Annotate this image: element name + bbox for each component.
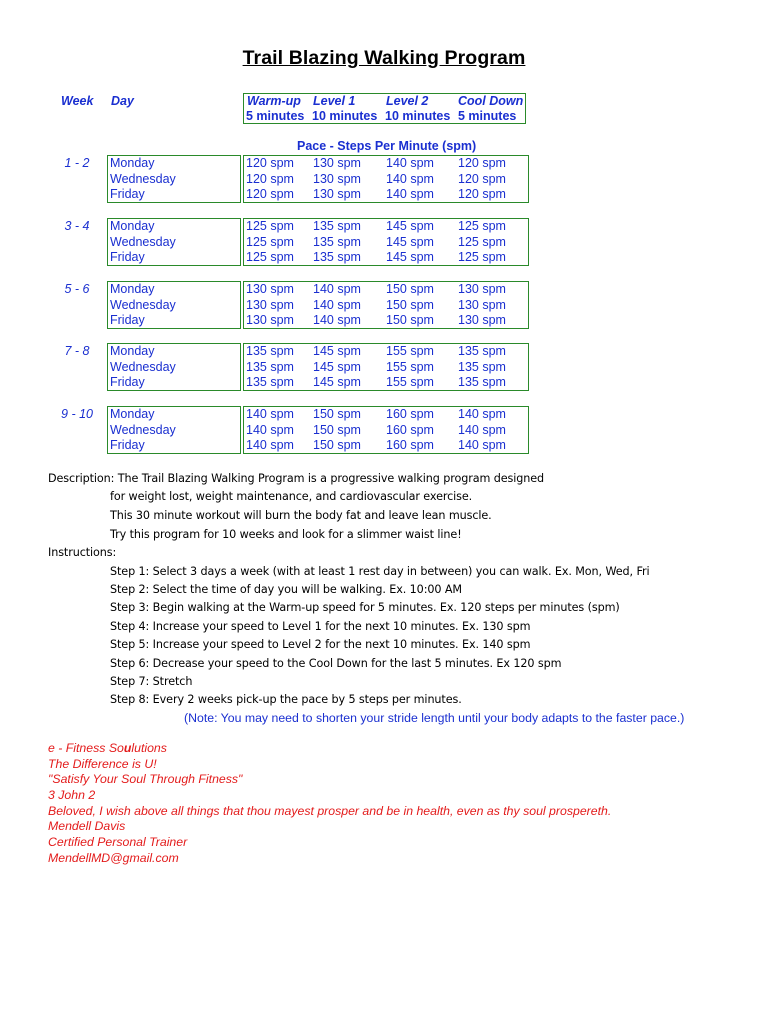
day-cell: Monday bbox=[110, 156, 155, 170]
pace-cell: 145 spm bbox=[386, 234, 434, 249]
pace-cell: 120 spm bbox=[246, 187, 294, 202]
pace-cell: 145 spm bbox=[313, 359, 361, 374]
pace-cell: 125 spm bbox=[246, 250, 294, 265]
pace-cell: 155 spm bbox=[386, 344, 434, 358]
pace-cell: 135 spm bbox=[313, 250, 361, 265]
pace-cell: 120 spm bbox=[458, 187, 506, 202]
pace-cell: 140 spm bbox=[246, 422, 294, 437]
pace-cell: 140 spm bbox=[458, 422, 506, 437]
description-line: This 30 minute workout will burn the body fat and leave lean muscle. bbox=[110, 509, 492, 522]
brand-bold-letter: u bbox=[123, 741, 132, 755]
week-range: 1 - 2 bbox=[64, 156, 90, 170]
pace-cell: 135 spm bbox=[458, 344, 506, 358]
pace-cell: 145 spm bbox=[386, 250, 434, 265]
day-cell: Monday bbox=[110, 344, 155, 358]
day-cell: Wednesday bbox=[110, 297, 176, 312]
pace-cell: 130 spm bbox=[313, 171, 361, 186]
day-cell: Monday bbox=[110, 219, 155, 233]
trainer-title: Certified Personal Trainer bbox=[48, 835, 188, 849]
pace-cell: 120 spm bbox=[458, 156, 506, 170]
pace-cell: 140 spm bbox=[246, 438, 294, 453]
week-range: 9 - 10 bbox=[61, 407, 93, 421]
pace-title: Pace - Steps Per Minute (spm) bbox=[297, 139, 477, 153]
day-cell: Wednesday bbox=[110, 422, 176, 437]
pace-cell: 155 spm bbox=[386, 359, 434, 374]
description-block bbox=[48, 472, 544, 485]
day-cell: Wednesday bbox=[110, 234, 176, 249]
description-line: The Trail Blazing Walking Program is a progressive walking program designed bbox=[117, 472, 545, 485]
instruction-step: Step 1: Select 3 days a week (with at least 1 rest day in between) you can walk. Ex. Mon, Wed, Fri bbox=[110, 565, 650, 578]
pace-cell: 130 spm bbox=[246, 297, 294, 312]
scripture-reference: 3 John 2 bbox=[48, 788, 96, 802]
day-cell: Friday bbox=[110, 313, 145, 328]
pace-cell: 150 spm bbox=[386, 297, 434, 312]
pace-cell: 145 spm bbox=[313, 375, 361, 390]
description-line: for weight lost, weight maintenance, and cardiovascular exercise. bbox=[110, 490, 473, 503]
pace-cell: 135 spm bbox=[313, 234, 361, 249]
pace-cell: 145 spm bbox=[386, 219, 434, 233]
instruction-step: Step 3: Begin walking at the Warm-up speed for 5 minutes. Ex. 120 steps per minutes (spm) bbox=[110, 601, 620, 614]
pace-cell: 140 spm bbox=[246, 407, 294, 421]
pace-cell: 140 spm bbox=[313, 297, 361, 312]
day-cell: Friday bbox=[110, 250, 145, 265]
contact-email: MendellMD@gmail.com bbox=[48, 851, 179, 865]
pace-cell: 140 spm bbox=[458, 438, 506, 453]
week-header: Week bbox=[61, 94, 94, 108]
day-cell: Wednesday bbox=[110, 171, 176, 186]
brand-suffix: lutions bbox=[131, 741, 167, 755]
pace-cell: 130 spm bbox=[246, 313, 294, 328]
trainer-name: Mendell Davis bbox=[48, 819, 126, 833]
week-range: 7 - 8 bbox=[64, 344, 90, 358]
instruction-step: Step 8: Every 2 weeks pick-up the pace by 5 steps per minutes. bbox=[110, 693, 462, 706]
instructions-label: Instructions: bbox=[48, 546, 117, 559]
pace-cell: 125 spm bbox=[458, 219, 506, 233]
motto: "Satisfy Your Soul Through Fitness" bbox=[48, 772, 243, 786]
pace-cell: 150 spm bbox=[313, 407, 361, 421]
pace-cell: 130 spm bbox=[313, 156, 361, 170]
pace-cell: 150 spm bbox=[386, 313, 434, 328]
pace-cell: 130 spm bbox=[246, 282, 294, 296]
pace-cell: 140 spm bbox=[386, 187, 434, 202]
day-cell: Friday bbox=[110, 438, 145, 453]
day-header: Day bbox=[111, 94, 134, 108]
pace-cell: 150 spm bbox=[313, 422, 361, 437]
level1-duration: 10 minutes bbox=[312, 109, 378, 123]
pace-cell: 140 spm bbox=[313, 313, 361, 328]
instruction-step: Step 7: Stretch bbox=[110, 675, 193, 688]
description-line: Try this program for 10 weeks and look for a slimmer waist line! bbox=[110, 528, 462, 541]
scripture-text: Beloved, I wish above all things that thou mayest prosper and be in health, even as thy soul prospereth. bbox=[48, 804, 612, 818]
pace-cell: 120 spm bbox=[246, 156, 294, 170]
pace-cell: 135 spm bbox=[458, 375, 506, 390]
pace-cell: 155 spm bbox=[386, 375, 434, 390]
instruction-step: Step 4: Increase your speed to Level 1 for the next 10 minutes. Ex. 130 spm bbox=[110, 620, 531, 633]
pace-cell: 125 spm bbox=[246, 219, 294, 233]
day-cell: Monday bbox=[110, 407, 155, 421]
brand-prefix: e - Fitness So bbox=[48, 741, 124, 755]
pace-cell: 125 spm bbox=[246, 234, 294, 249]
pace-cell: 145 spm bbox=[313, 344, 361, 358]
pace-cell: 150 spm bbox=[313, 438, 361, 453]
instruction-step: Step 2: Select the time of day you will be walking. Ex. 10:00 AM bbox=[110, 583, 462, 596]
pace-cell: 120 spm bbox=[458, 171, 506, 186]
day-cell: Friday bbox=[110, 375, 145, 390]
pace-cell: 160 spm bbox=[386, 422, 434, 437]
pace-cell: 120 spm bbox=[246, 171, 294, 186]
pace-cell: 130 spm bbox=[458, 313, 506, 328]
warmup-duration: 5 minutes bbox=[246, 109, 305, 123]
cooldown-duration: 5 minutes bbox=[458, 109, 517, 123]
week-range: 3 - 4 bbox=[64, 219, 90, 233]
pace-cell: 125 spm bbox=[458, 250, 506, 265]
pace-cell: 160 spm bbox=[386, 438, 434, 453]
description-label: Description: bbox=[48, 472, 115, 485]
page-title: Trail Blazing Walking Program bbox=[242, 47, 526, 69]
instruction-step: Step 6: Decrease your speed to the Cool Down for the last 5 minutes. Ex 120 spm bbox=[110, 657, 562, 670]
pace-cell: 125 spm bbox=[458, 234, 506, 249]
level1-header: Level 1 bbox=[313, 94, 356, 108]
instruction-step: Step 5: Increase your speed to Level 2 for the next 10 minutes. Ex. 140 spm bbox=[110, 638, 531, 651]
pace-cell: 135 spm bbox=[246, 375, 294, 390]
level2-header: Level 2 bbox=[386, 94, 429, 108]
pace-cell: 130 spm bbox=[458, 297, 506, 312]
day-cell: Wednesday bbox=[110, 359, 176, 374]
pace-cell: 140 spm bbox=[386, 156, 434, 170]
pace-cell: 135 spm bbox=[313, 219, 361, 233]
pace-cell: 140 spm bbox=[386, 171, 434, 186]
cooldown-header: Cool Down bbox=[458, 94, 524, 108]
warmup-header: Warm-up bbox=[247, 94, 301, 108]
pace-cell: 135 spm bbox=[246, 344, 294, 358]
pace-cell: 135 spm bbox=[246, 359, 294, 374]
level2-duration: 10 minutes bbox=[385, 109, 451, 123]
instruction-note: (Note: You may need to shorten your stride length until your body adapts to the faster pace.) bbox=[184, 711, 685, 725]
pace-cell: 140 spm bbox=[313, 282, 361, 296]
tagline: The Difference is U! bbox=[48, 757, 157, 771]
day-cell: Friday bbox=[110, 187, 145, 202]
brand-name bbox=[48, 741, 167, 755]
pace-cell: 130 spm bbox=[458, 282, 506, 296]
day-cell: Monday bbox=[110, 282, 155, 296]
week-range: 5 - 6 bbox=[64, 282, 90, 296]
pace-cell: 135 spm bbox=[458, 359, 506, 374]
pace-cell: 150 spm bbox=[386, 282, 434, 296]
pace-cell: 160 spm bbox=[386, 407, 434, 421]
pace-cell: 130 spm bbox=[313, 187, 361, 202]
pace-cell: 140 spm bbox=[458, 407, 506, 421]
